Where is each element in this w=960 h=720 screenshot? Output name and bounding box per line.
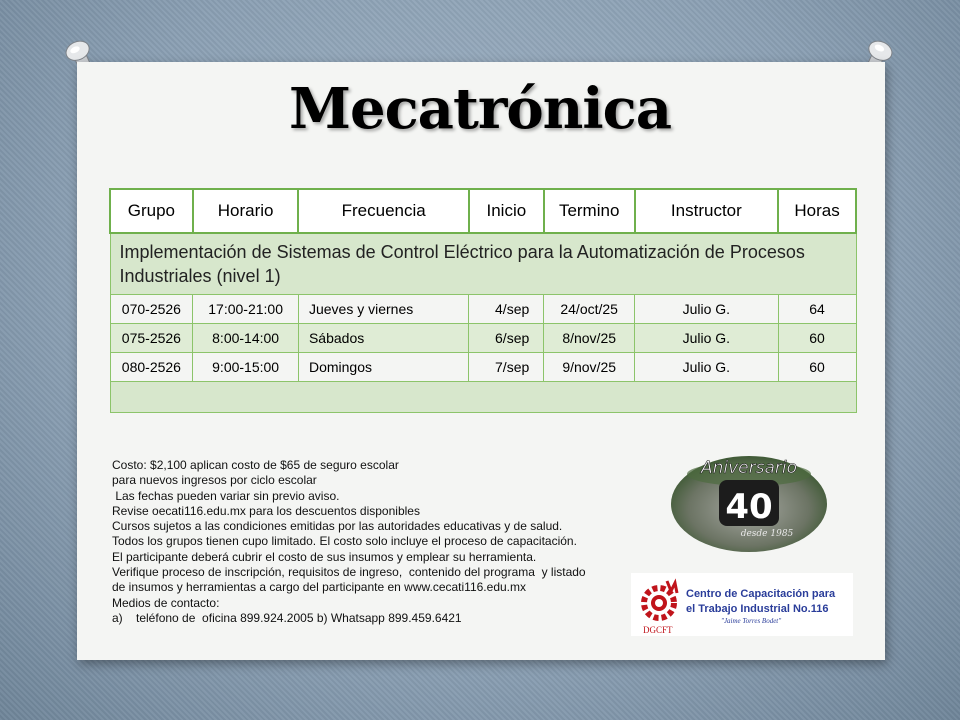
cell-instructor: Julio G.	[635, 294, 779, 323]
cell-grupo: 080-2526	[110, 352, 193, 381]
note-line: Verifique proceso de inscripción, requisitos de ingreso, contenido del programa y listado	[112, 565, 586, 580]
cell-inicio: 7/sep	[469, 352, 544, 381]
course-notes	[112, 458, 632, 626]
cecati-logo	[631, 573, 853, 636]
cell-horario: 8:00-14:00	[193, 323, 299, 352]
course-name-row	[110, 233, 856, 294]
column-header-grupo: Grupo	[110, 189, 193, 233]
table-row	[110, 352, 856, 381]
column-header-inicio: Inicio	[469, 189, 544, 233]
cell-termino: 9/nov/25	[544, 352, 635, 381]
cell-grupo: 075-2526	[110, 323, 193, 352]
gear-logo-icon	[637, 577, 685, 625]
note-line: Todos los grupos tienen cupo limitado. El costo solo incluye el proceso de capacitación.	[112, 534, 577, 549]
note-line: Medios de contacto:	[112, 595, 220, 610]
column-header-horas: Horas	[778, 189, 856, 233]
table-row	[110, 294, 856, 323]
logo-agency: DGCFT	[643, 625, 673, 635]
note-line: Costo: $2,100 aplican costo de $65 de seguro escolar	[112, 458, 399, 472]
logo-line-1: Centro de Capacitación para	[686, 588, 836, 600]
cell-instructor: Julio G.	[635, 352, 779, 381]
cell-termino: 8/nov/25	[544, 323, 635, 352]
note-line: Revise oecati116.edu.mx para los descuentos disponibles	[112, 503, 420, 518]
schedule-table	[109, 188, 857, 413]
column-header-termino: Termino	[544, 189, 635, 233]
column-header-instructor: Instructor	[635, 189, 779, 233]
cell-termino: 24/oct/25	[544, 294, 635, 323]
note-line: Las fechas pueden variar sin previo aviso.	[112, 488, 340, 503]
cell-instructor: Julio G.	[635, 323, 779, 352]
note-line: Cursos sujetos a las condiciones emitidas por las autoridades educativas y de salud.	[112, 519, 563, 534]
note-line: de insumos y herramientas a cargo del participante en www.cecati116.edu.mx	[112, 580, 526, 595]
table-row	[110, 323, 856, 352]
cell-frecuencia: Jueves y viernes	[298, 294, 468, 323]
page-title: Mecatrónica	[288, 76, 672, 142]
cell-inicio: 6/sep	[469, 323, 544, 352]
note-line: para nuevos ingresos por ciclo escolar	[112, 473, 317, 488]
course-name: Implementación de Sistemas de Control Eléctrico para la Automatización de Procesos Industriales (nivel 1)	[110, 233, 856, 294]
cell-frecuencia: Domingos	[298, 352, 468, 381]
cell-horas: 60	[778, 323, 856, 352]
cell-horario: 9:00-15:00	[193, 352, 299, 381]
cell-grupo: 070-2526	[110, 294, 193, 323]
table-header-row	[110, 189, 856, 233]
cell-horas: 64	[778, 294, 856, 323]
cell-frecuencia: Sábados	[298, 323, 468, 352]
logo-line-2: el Trabajo Industrial No.116	[686, 603, 829, 615]
cell-horario: 17:00-21:00	[193, 294, 299, 323]
column-header-horario: Horario	[193, 189, 299, 233]
note-line: El participante deberá cubrir el costo de sus insumos y emplear su herramienta.	[112, 549, 537, 564]
cell-inicio: 4/sep	[469, 294, 544, 323]
note-line: a) teléfono de oficina 899.924.2005 b) Whatsapp 899.459.6421	[112, 610, 462, 625]
anniversary-label: Aniversario	[700, 458, 798, 478]
column-header-frecuencia: Frecuencia	[298, 189, 468, 233]
cell-horas: 60	[778, 352, 856, 381]
anniversary-since: desde 1985	[740, 529, 794, 539]
anniversary-number: 40	[725, 487, 773, 527]
anniversary-badge	[669, 452, 829, 552]
empty-table-row	[110, 381, 856, 412]
logo-subtitle: "Jaime Torres Bodet"	[721, 617, 782, 625]
